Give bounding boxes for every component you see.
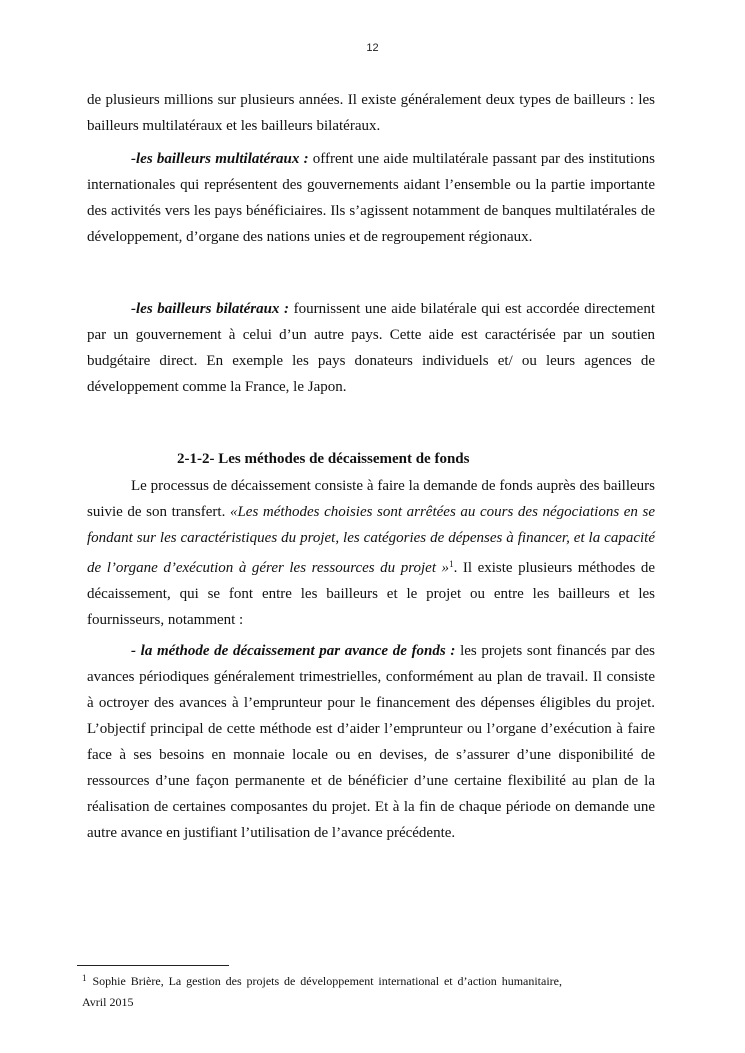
disbursement-text-b: . Il existe plusieurs méthodes de décaissement, qui se font entre les bailleurs et le projet ou entre les bailleurs et les fournisseurs, notamment : (87, 560, 655, 628)
disbursement-quote: «Les méthodes choisies sont arrêtées au cours des négociations en se fondant sur les caractéristiques du projet, les catégories de dépenses à financer, et la capacité de l’organe d’exécution à gérer les ressources du projet » (87, 504, 655, 576)
advance-method-lead: - la méthode de décaissement par avance de fonds : (131, 643, 456, 659)
footnote-separator (77, 965, 229, 966)
footnote (82, 968, 562, 1013)
footnote-mark: 1 (82, 973, 87, 983)
paragraph-intro (87, 87, 655, 139)
bilateral-text: fournissent une aide bilatérale qui est accordée directement par un gouvernement à celui d’un autre pays. Cette aide est caractérisée par un soutien budgétaire direct. En exemple les pays donateurs individuels et/ ou leurs agences de développement comme la France, le Japon. (87, 301, 655, 395)
paragraph-bilateral (87, 296, 655, 400)
paragraph-advance-method (87, 638, 655, 846)
paragraph-intro-text: de plusieurs millions sur plusieurs années. Il existe généralement deux types de bailleurs : les bailleurs multilatéraux et les bailleurs bilatéraux. (87, 92, 655, 134)
footnote-text: Sophie Brière, La gestion des projets de développement international et d’action humanitaire, Avril 2015 (82, 974, 562, 1009)
footnote-reference[interactable]: 1 (449, 559, 454, 569)
paragraph-disbursement (87, 473, 655, 633)
page-number: 12 (366, 42, 379, 54)
advance-method-text: les projets sont financés par des avances périodiques généralement trimestrielles, conformément au plan de travail. Il consiste à octroyer des avances à l’emprunteur pour le financement des dépenses éligibles du projet. L’objectif principal de cette méthode est d’aider l’emprunteur ou l’organe d’exécution à faire face à ses besoins en monnaie locale ou en devises, de s’assurer d’une disponibilité de ressources d’une façon permanente et de bénéficier d’une certaine flexibilité au plan de la réalisation de certaines composantes du projet. Et à la fin de chaque période on demande une autre avance en justifiant l’utilisation de l’avance précédente. (87, 643, 655, 841)
paragraph-multilateral (87, 146, 655, 250)
multilateral-lead: -les bailleurs multilatéraux : (131, 151, 309, 167)
multilateral-text: offrent une aide multilatérale passant par des institutions internationales qui représentent des gouvernements aidant l’ensemble ou la partie importante des activités vers les pays bénéficiaires. Ils s’agissent notamment de banques multilatérales de développement, d’organe des nations unies et de regroupement régionaux. (87, 151, 656, 245)
section-heading: 2-1-2- Les méthodes de décaissement de fonds (177, 451, 470, 467)
bilateral-lead: -les bailleurs bilatéraux : (131, 301, 290, 317)
disbursement-text-a: Le processus de décaissement consiste à faire la demande de fonds auprès des bailleurs suivie de son transfert. (87, 478, 655, 520)
